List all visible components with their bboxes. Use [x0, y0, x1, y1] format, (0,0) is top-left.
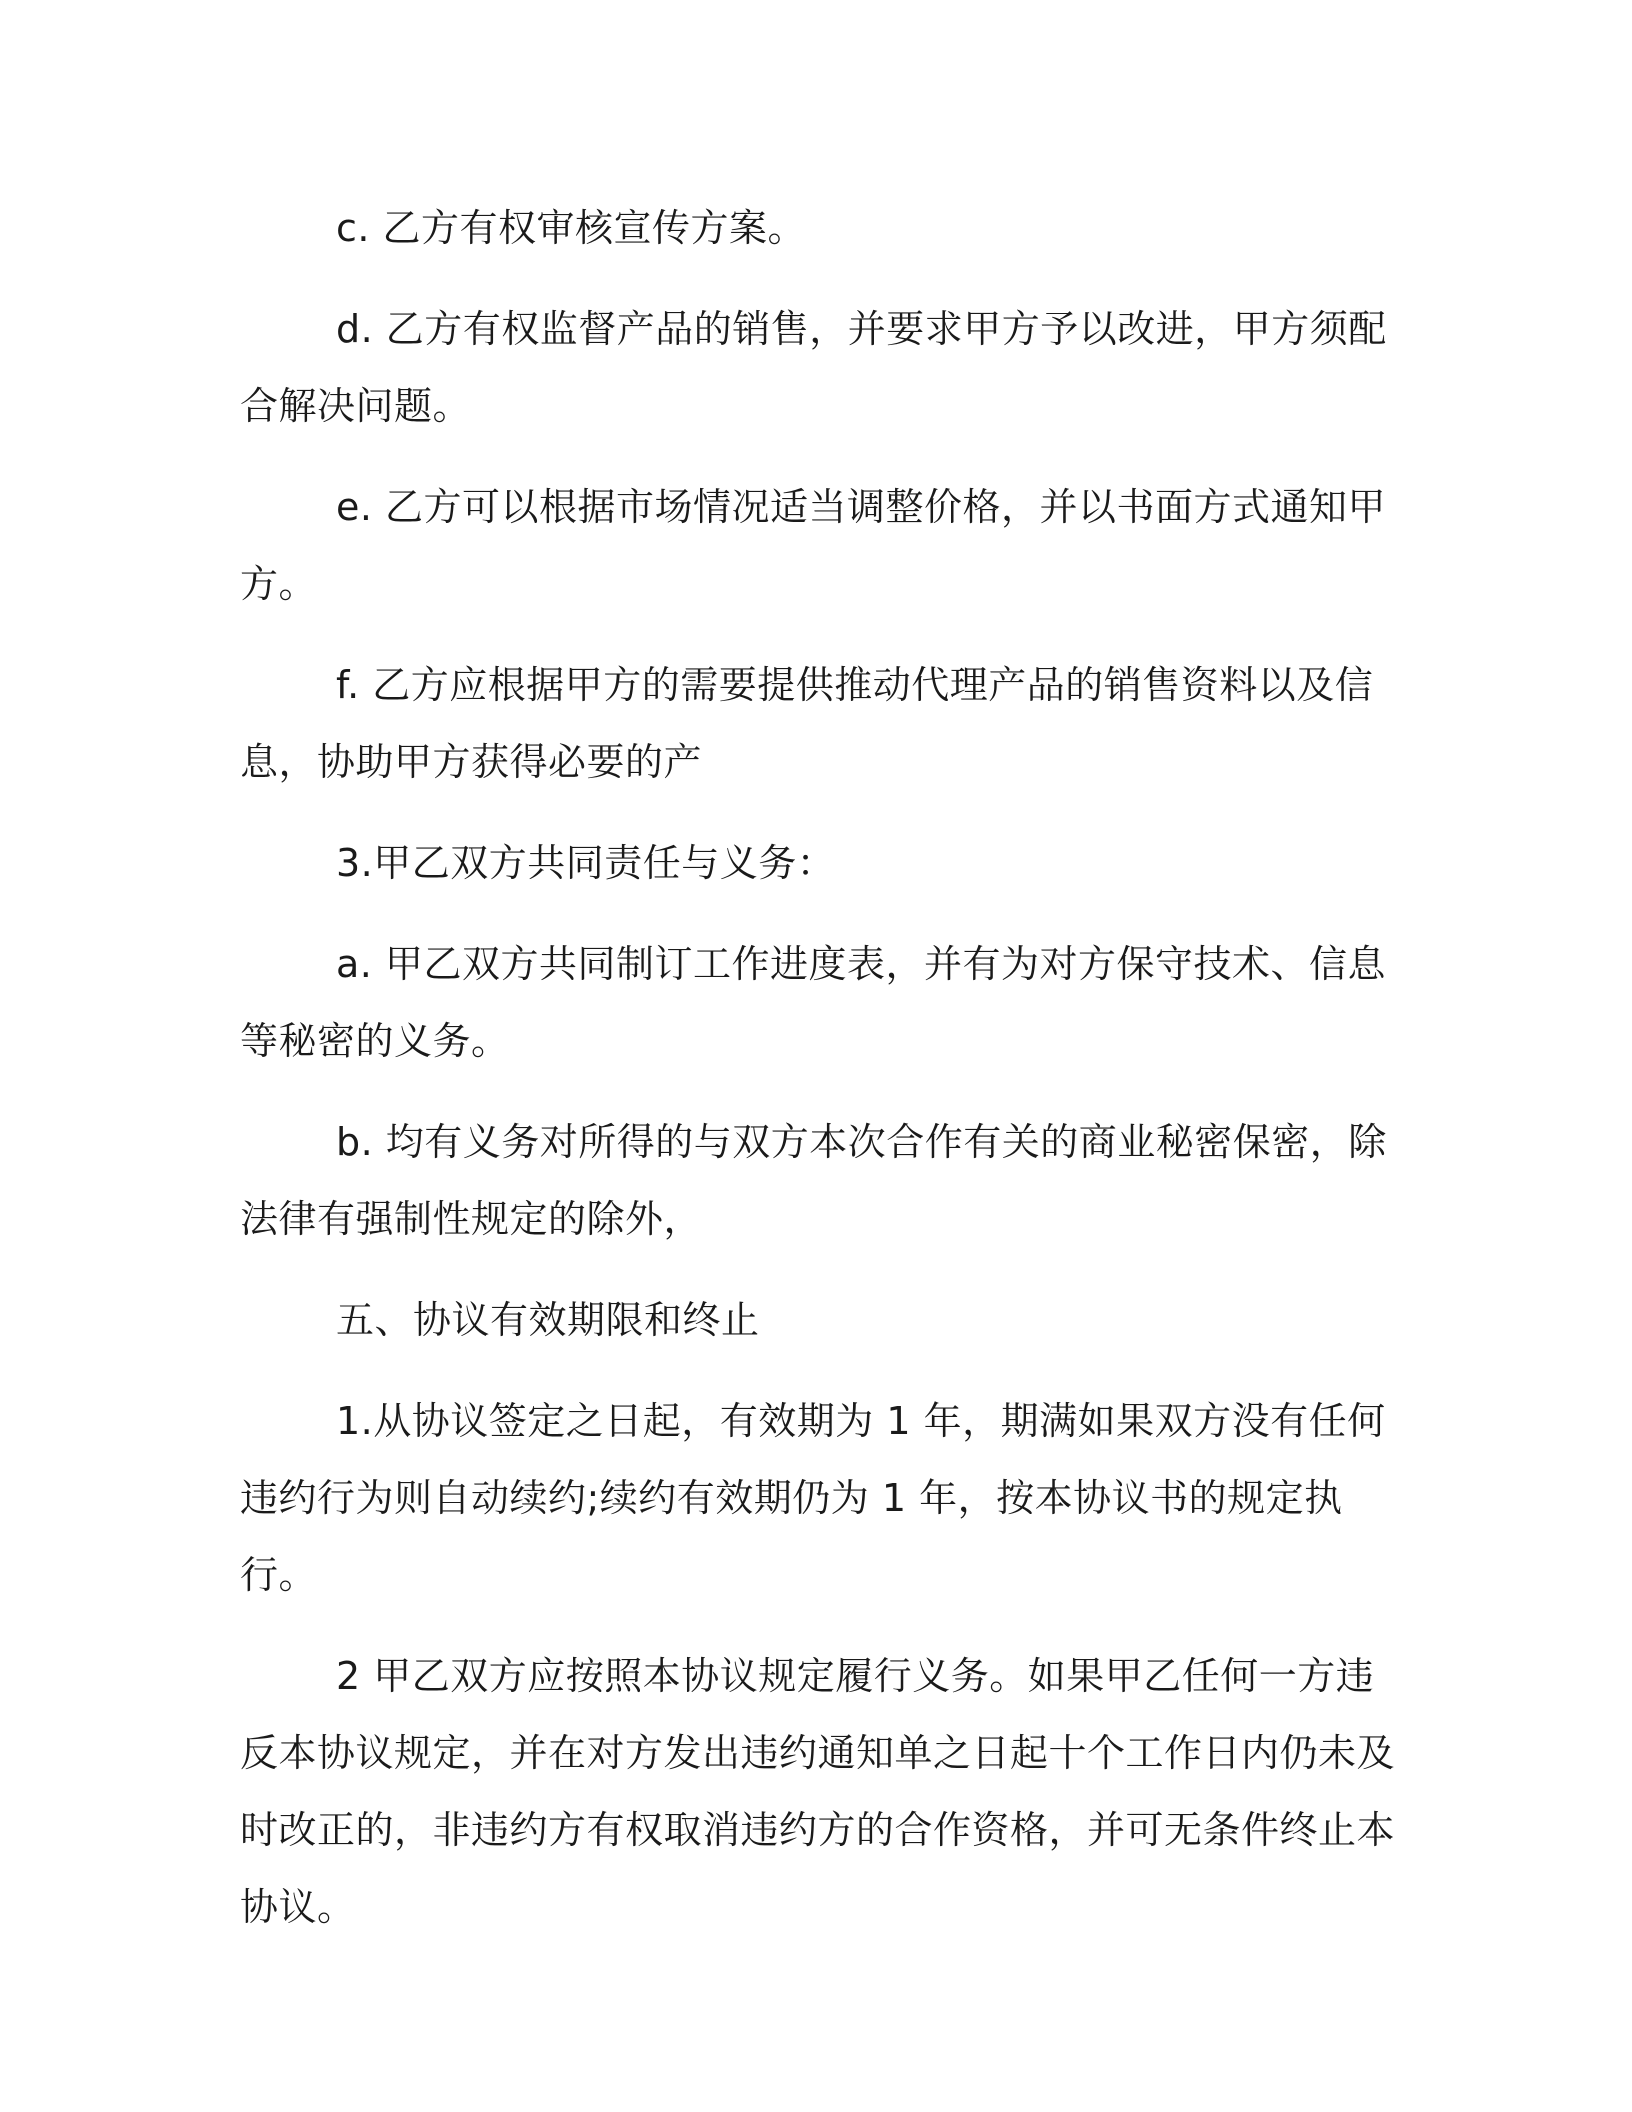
- paragraph-c: c. 乙方有权审核宣传方案。: [336, 206, 807, 250]
- paragraph-e: e. 乙方可以根据市场情况适当调整价格，并以书面方式通知甲方。: [240, 485, 1387, 606]
- section-heading-5: 五、协议有效期限和终止: [336, 1298, 760, 1342]
- paragraph-d: d. 乙方有权监督产品的销售，并要求甲方予以改进，甲方须配合解决问题。: [240, 307, 1387, 428]
- paragraph-b: b. 均有义务对所得的与双方本次合作有关的商业秘密保密，除法律有强制性规定的除外，: [240, 1120, 1387, 1241]
- paragraph-section-3: 3.甲乙双方共同责任与义务：: [336, 841, 836, 885]
- document-body: [240, 190, 1410, 1970]
- paragraph-a: a. 甲乙双方共同制订工作进度表，并有为对方保守技术、信息等秘密的义务。: [240, 942, 1386, 1063]
- paragraph-term-1: 1.从协议签定之日起，有效期为 1 年，期满如果双方没有任何违约行为则自动续约;续约有效期仍为 1 年，按本协议书的规定执行。: [240, 1399, 1386, 1597]
- paragraph-f: f. 乙方应根据甲方的需要提供推动代理产品的销售资料以及信息，协助甲方获得必要的产: [240, 663, 1374, 784]
- paragraph-term-2: 2 甲乙双方应按照本协议规定履行义务。如果甲乙任何一方违反本协议规定，并在对方发出违约通知单之日起十个工作日内仍未及时改正的，非违约方有权取消违约方的合作资格，并可无条件终止本协议。: [240, 1654, 1396, 1929]
